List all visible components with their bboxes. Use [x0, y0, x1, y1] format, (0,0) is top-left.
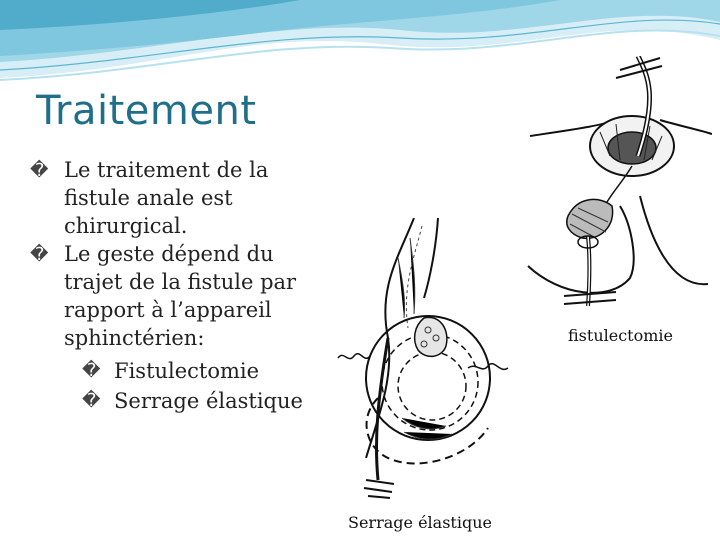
slide-title: Traitement — [36, 88, 257, 134]
bullet-item — [30, 240, 330, 352]
bullet-marker: � — [30, 160, 49, 181]
bullet-item — [30, 156, 330, 240]
sub-bullet-item — [30, 356, 330, 386]
bullet-text: Le traitement de la fistule anale est chirurgical. — [64, 158, 269, 238]
bullet-text: Le geste dépend du trajet de la fistule par rapport à l’appareil sphinctérien: — [64, 242, 297, 350]
fistulectomie-illustration — [520, 56, 712, 316]
sub-bullet-text: Serrage élastique — [114, 389, 303, 413]
fistulectomie-caption: fistulectomie — [568, 326, 673, 345]
serrage-elastique-caption: Serrage élastique — [348, 513, 492, 532]
sub-bullet-item — [30, 386, 330, 416]
sub-bullet-marker: � — [82, 390, 101, 411]
bullet-marker: � — [30, 244, 49, 265]
sub-bullet-marker: � — [82, 360, 101, 381]
bullet-list — [30, 156, 330, 416]
sub-bullet-text: Fistulectomie — [114, 359, 260, 383]
serrage-elastique-illustration — [318, 218, 514, 508]
